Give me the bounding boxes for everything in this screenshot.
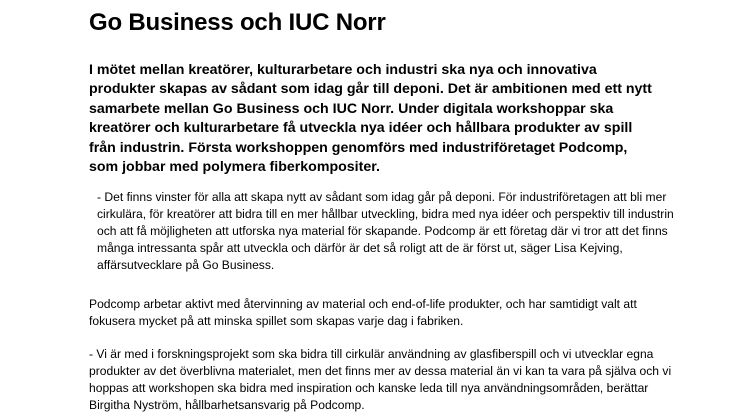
body-paragraph-podcomp: Podcomp arbetar aktivt med återvinning av material och end-of-life produkter, och har samtidigt valt att fokusera mycket på att minska spillet som skapas varje dag i fabriken. (89, 297, 637, 329)
body-paragraph-quote-birgitha: - Vi är med i forskningsprojekt som ska bidra till cirkulär användning av glasfiberspill och vi utvecklar egna produkter av det överblivna materialet, men det finns mer av dessa material än vi kan ta vara på själva och vi hoppas att workshopen ska bidra med inspiration och kanske leda till nya användningsområden, berättar Birgitha Nyström, hållbarhetsansvarig på Podcomp. (89, 347, 672, 413)
body-paragraph-quote-lisa: - Det finns vinster för alla att skapa nytt av sådant som idag går på deponi. För industriföretagen att bli mer cirkulära, för kreatörer att bidra till en mer hållbar utveckling, bidra med nya idéer och perspektiv till industrin och att få möjligheten att utforska nya material för skapande. Podcomp är ett företag där vi tror att det finns många intressanta spår att utveckla och därför är det så roligt att de är först ut, säger Lisa Kejving, affärsutvecklare på Go Business. (97, 190, 674, 273)
lead-paragraph: I mötet mellan kreatörer, kulturarbetare och industri ska nya och innovativa produkter skapas av sådant som idag går till deponi. Det är ambitionen med ett nytt samarbete mellan Go Business och IUC Norr. Under digitala workshoppar ska kreatörer och kulturarbetare få utveckla nya idéer och hållbara produkter av spill från industrin. Första workshoppen genomförs med industriföretaget Podcomp, som jobbar med polymera fiberkompositer. (89, 62, 652, 176)
document-title: Go Business och IUC Norr (89, 9, 386, 36)
cut-off-title-line (0, 0, 746, 7)
